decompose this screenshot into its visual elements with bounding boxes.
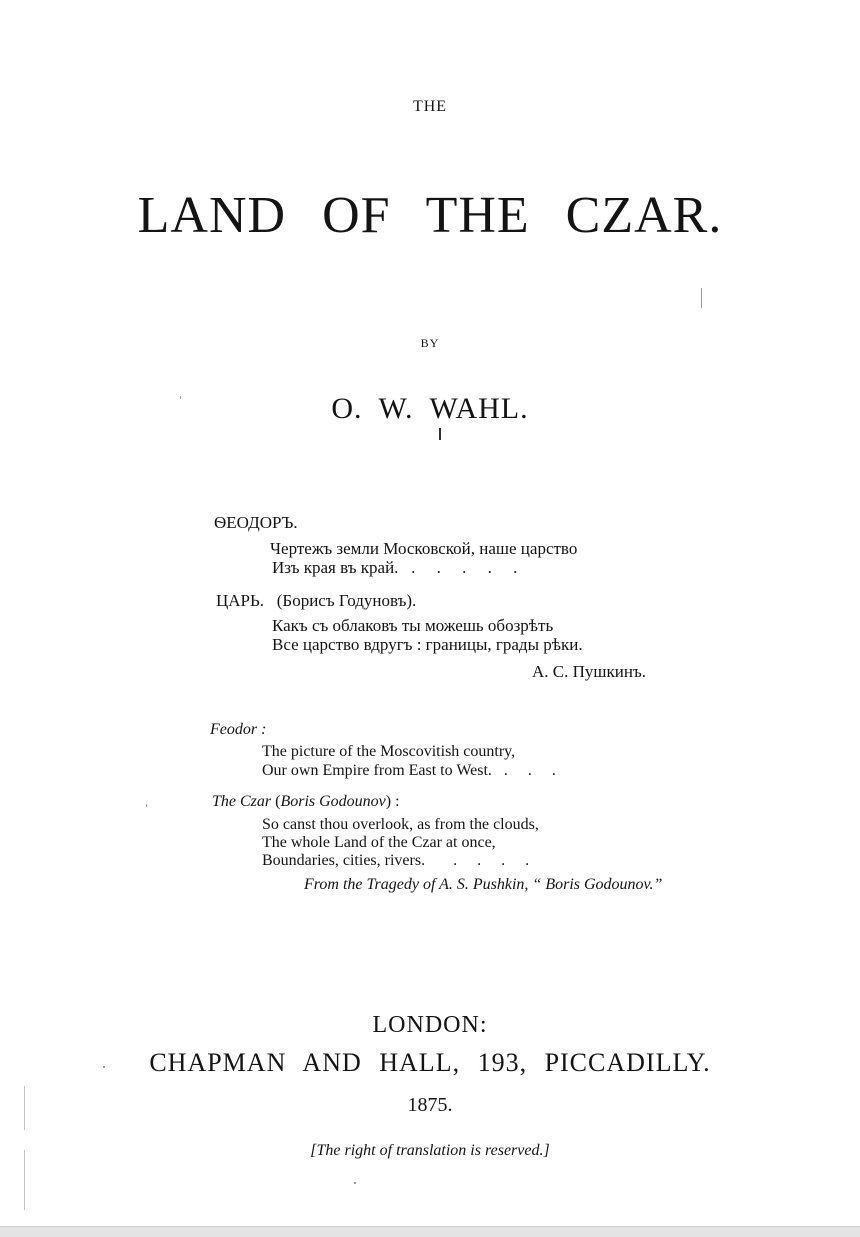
rights-notice: [The right of translation is reserved.] <box>310 1142 550 1159</box>
epigraph-en-line: Our own Empire from East to West. . . . <box>262 762 556 779</box>
book-title: LAND OF THE CZAR. <box>137 187 723 244</box>
epigraph-en-line: Boundaries, cities, rivers. . . . . <box>262 852 530 869</box>
scan-speck <box>439 428 441 440</box>
epigraph-ru-speaker-czar: ЦАРЬ. (Борисъ Годуновъ). <box>216 591 417 610</box>
imprint-city: LONDON: <box>372 1012 488 1038</box>
author-name: O. W. WAHL. <box>331 392 529 425</box>
epigraph-en-source: From the Tragedy of A. S. Pushkin, “ Boris Godounov.” <box>304 876 663 893</box>
scan-speck <box>24 1086 25 1130</box>
title-article: THE <box>412 98 448 115</box>
epigraph-en-speaker-czar-prefix: The Czar <box>212 793 272 810</box>
epigraph-en-line: So canst thou overlook, as from the clouds, <box>262 816 539 833</box>
epigraph-ru-line: Все царство вдругъ : границы, грады рѣки. <box>272 635 583 654</box>
epigraph-en-speaker-czar: The Czar (Boris Godounov) : <box>212 793 400 810</box>
epigraph-ru-line: Чертежъ земли Московской, наше царство <box>270 539 578 558</box>
by-line: BY <box>420 336 440 350</box>
scan-speck <box>180 396 181 399</box>
epigraph-ru-speaker-feodor: ѲЕОДОРЪ. <box>214 513 298 532</box>
scan-speck <box>24 1150 25 1210</box>
scan-speck <box>701 288 702 308</box>
viewer-bottom-strip <box>0 1226 860 1237</box>
epigraph-en-line: The picture of the Moscovitish country, <box>262 743 516 760</box>
epigraph-en-speaker-czar-name: Boris Godounov <box>280 793 386 810</box>
epigraph-ru-line: Какъ съ облаковъ ты можешь обозрѣть <box>272 616 554 635</box>
scan-speck <box>354 1182 356 1184</box>
scan-speck <box>103 1066 105 1068</box>
epigraph-ru-line: Изъ края въ край. . . . . . <box>272 558 518 577</box>
imprint-year: 1875. <box>407 1094 453 1116</box>
scan-speck <box>146 804 147 807</box>
epigraph-ru-attribution: А. С. Пушкинъ. <box>532 662 646 681</box>
epigraph-en-speaker-feodor: Feodor : <box>210 721 267 738</box>
imprint-publisher: CHAPMAN AND HALL, 193, PICCADILLY. <box>149 1048 711 1077</box>
epigraph-en-line: The whole Land of the Czar at once, <box>262 834 496 851</box>
